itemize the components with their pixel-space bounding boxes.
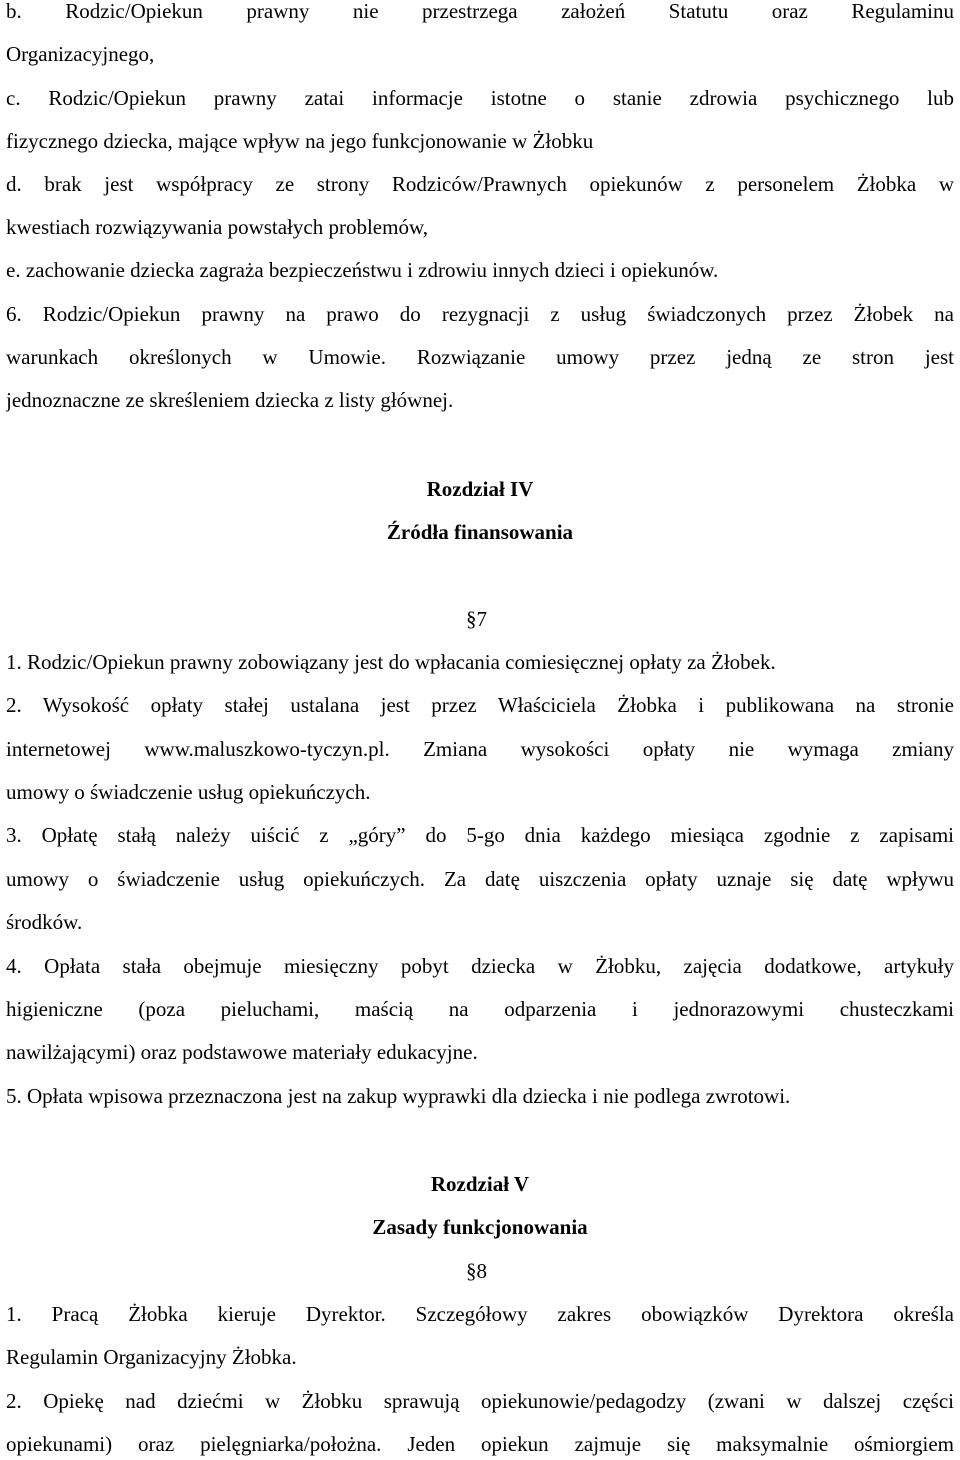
chapter-title: Zasady funkcjonowania [372,1215,588,1239]
text-line: 6. Rodzic/Opiekun prawny na prawo do rezygnacji z usług świadczonych przez Żłobek na [6,302,954,326]
text-line: c. Rodzic/Opiekun prawny zatai informacje istotne o stanie zdrowia psychicznego lub [6,86,954,110]
chapter-number: Rozdział V [430,1172,530,1196]
text-line: Regulamin Organizacyjny Żłobka. [6,1345,297,1369]
section-number: §7 [466,607,487,631]
text-line: 1. Pracą Żłobka kieruje Dyrektor. Szczegółowy zakres obowiązków Dyrektora określa [6,1302,954,1326]
text-line: e. zachowanie dziecka zagraża bezpieczeństwu i zdrowiu innych dzieci i opiekunów. [6,258,719,282]
text-line: umowy o świadczenie usług opiekuńczych. [6,780,371,804]
text-line: 5. Opłata wpisowa przeznaczona jest na zakup wyprawki dla dziecka i nie podlega zwrotowi. [6,1084,791,1108]
text-line: 1. Rodzic/Opiekun prawny zobowiązany jest do wpłacania comiesięcznej opłaty za Żłobek. [6,650,776,674]
text-line: 2. Wysokość opłaty stałej ustalana jest przez Właściciela Żłobka i publikowana na stronie [6,693,954,717]
text-line: środków. [6,910,83,934]
section-number: §8 [466,1259,487,1283]
text-line: internetowej www.maluszkowo-tyczyn.pl. Zmiana wysokości opłaty nie wymaga zmiany [6,737,954,761]
text-line: opiekunami) oraz pielęgniarka/położna. Jeden opiekun zajmuje się maksymalnie ośmiorgiem [6,1432,954,1456]
text-line: 2. Opiekę nad dziećmi w Żłobku sprawują opiekunowie/pedagodzy (zwani w dalszej części [6,1389,954,1413]
text-line: umowy o świadczenie usług opiekuńczych. Za datę uiszczenia opłaty uznaje się datę wpływu [6,867,954,891]
text-line: jednoznaczne ze skreśleniem dziecka z listy głównej. [6,388,454,412]
text-line: kwestiach rozwiązywania powstałych problemów, [6,215,428,239]
chapter-title: Źródła finansowania [386,520,574,544]
text-line: b. Rodzic/Opiekun prawny nie przestrzega założeń Statutu oraz Regulaminu [6,0,954,23]
text-line: nawilżającymi) oraz podstawowe materiały edukacyjne. [6,1040,478,1064]
text-line: 3. Opłatę stałą należy uiścić z „góry” do 5-go dnia każdego miesiąca zgodnie z zapisami [6,823,954,847]
text-line: higieniczne (poza pieluchami, maścią na odparzenia i jednorazowymi chusteczkami [6,997,954,1021]
text-line: Organizacyjnego, [6,42,155,66]
text-line: 4. Opłata stała obejmuje miesięczny pobyt dziecka w Żłobku, zajęcia dodatkowe, artykuły [6,954,954,978]
text-line: warunkach określonych w Umowie. Rozwiązanie umowy przez jedną ze stron jest [6,345,954,369]
text-line: d. brak jest współpracy ze strony Rodziców/Prawnych opiekunów z personelem Żłobka w [6,172,954,196]
chapter-number: Rozdział IV [426,477,534,501]
text-line: fizycznego dziecka, mające wpływ na jego funkcjonowanie w Żłobku [6,129,594,153]
